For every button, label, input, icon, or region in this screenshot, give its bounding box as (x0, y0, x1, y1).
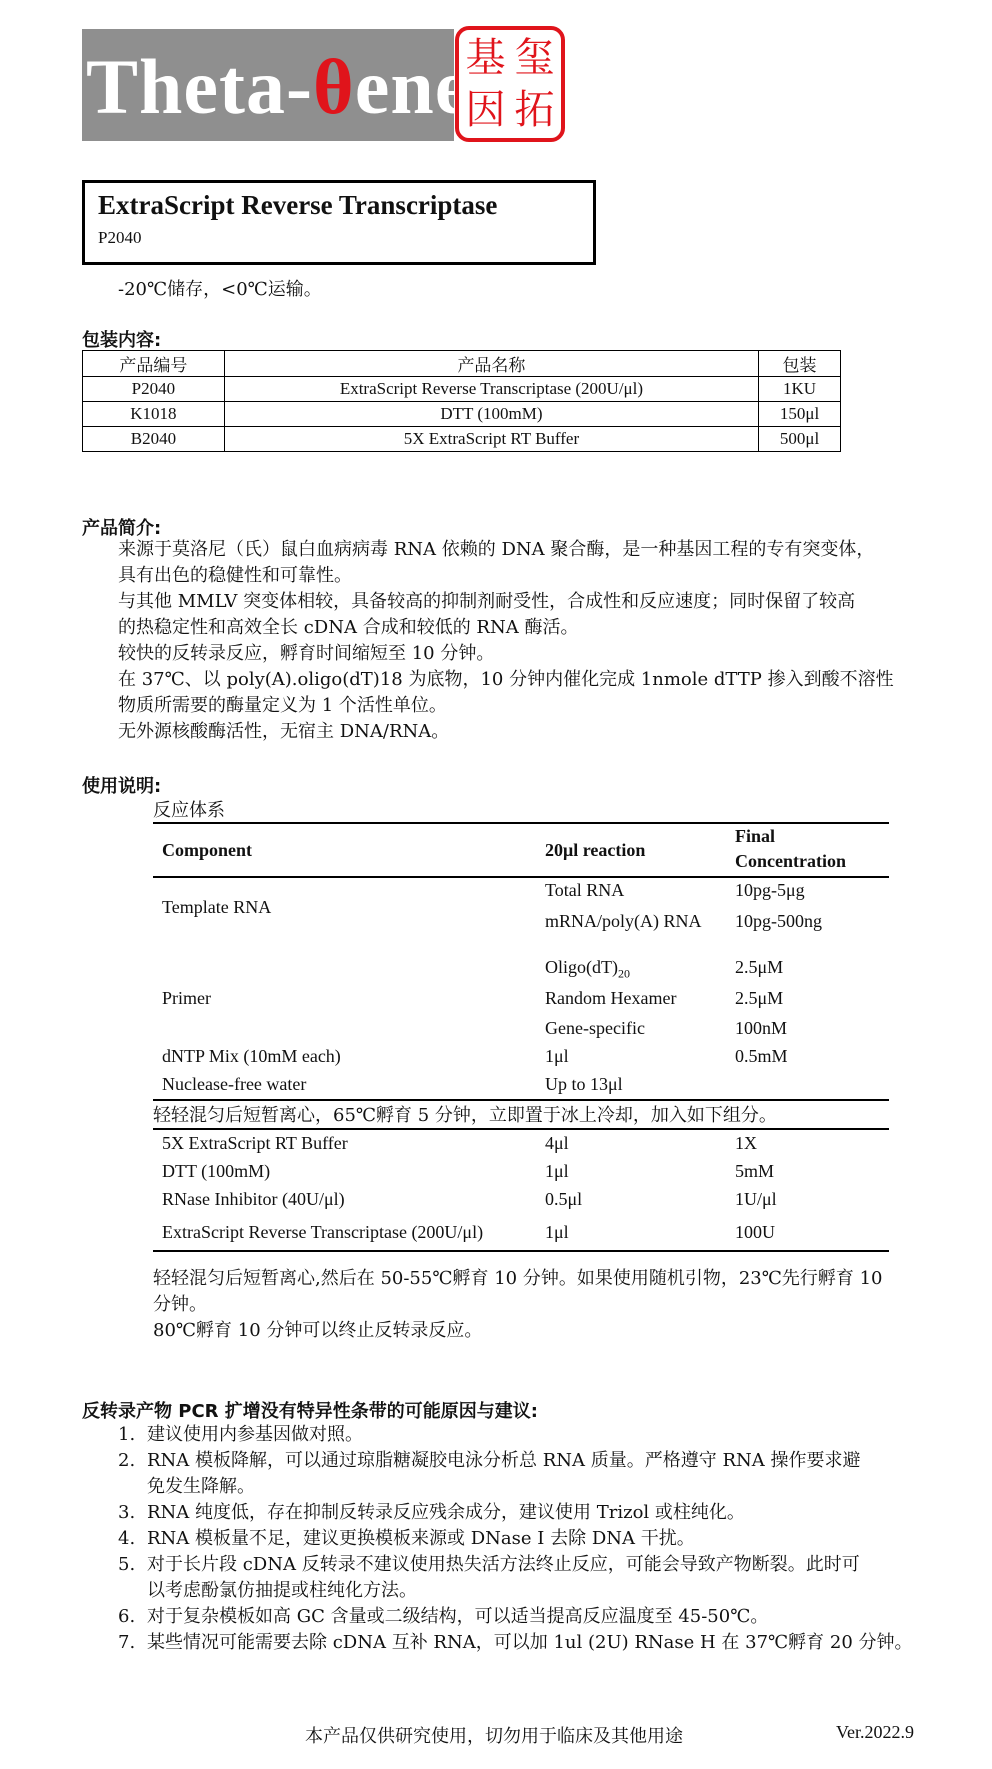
header-rule (153, 876, 889, 878)
table-header-cell: 产品编号 (83, 351, 225, 377)
list-number: 1. (118, 1424, 136, 1445)
intro-line: 来源于莫洛尼（氏）鼠白血病病毒 RNA 依赖的 DNA 聚合酶，是一种基因工程的专有突变体， (118, 539, 875, 560)
table-cell: K1018 (83, 402, 225, 427)
intro-line: 与其他 MMLV 突变体相较，具备较高的抑制剂耐受性，合成性和反应速度；同时保留了较高 (118, 591, 856, 612)
reaction-cell: mRNA/poly(A) RNA (545, 911, 702, 931)
table-cell: ExtraScript Reverse Transcriptase (200U/μl) (224, 377, 758, 402)
storage-note: -20℃储存，<0℃运输。 (118, 279, 322, 300)
list-line: RNA 模板降解，可以通过琼脂糖凝胶电泳分析总 RNA 质量。严格遵守 RNA 操作要求避 (147, 1450, 861, 1471)
usage-after-text (153, 1266, 933, 1344)
list-line: 某些情况可能需要去除 cDNA 互补 RNA，可以加 1ul (2U) RNase H 在 37℃孵育 20 分钟。 (147, 1632, 913, 1653)
seal-char: 玺 (514, 35, 555, 81)
table-bottom-rule (153, 1250, 889, 1252)
list-number: 5. (118, 1554, 136, 1575)
list-line: RNA 纯度低，存在抑制反转录反应残余成分，建议使用 Trizol 或柱纯化。 (147, 1502, 745, 1523)
list-item (80, 1604, 940, 1630)
mix-note: 轻轻混匀后短暂离心，65℃孵育 5 分钟，立即置于冰上冷却，加入如下组分。 (153, 1105, 777, 1126)
footer-disclaimer: 本产品仅供研究使用，切勿用于临床及其他用途 (305, 1726, 683, 1747)
table-header-row (83, 351, 841, 377)
row-label-rnase-inhibitor: RNase Inhibitor (40U/μl) (162, 1189, 345, 1209)
mid-rule (153, 1128, 889, 1130)
table-cell: P2040 (83, 377, 225, 402)
list-item (80, 1630, 940, 1656)
table-row (83, 377, 841, 402)
intro-line: 具有出色的稳健性和可靠性。 (118, 565, 352, 586)
conc-cell: 100nM (735, 1018, 788, 1038)
reaction-cell: Total RNA (545, 880, 625, 900)
col-header-component: Component (162, 840, 253, 860)
product-code: P2040 (98, 228, 142, 247)
row-label-buffer: 5X ExtraScript RT Buffer (162, 1133, 348, 1153)
reaction-cell: 1μl (545, 1161, 569, 1181)
conc-cell: 0.5mM (735, 1046, 788, 1066)
list-item (80, 1526, 940, 1552)
table-cell: DTT (100mM) (224, 402, 758, 427)
list-number: 6. (118, 1606, 136, 1627)
seal-char: 拓 (514, 87, 555, 133)
list-item (80, 1552, 940, 1604)
col-header-final: Final (735, 826, 776, 846)
list-line: 免发生降解。 (147, 1476, 255, 1497)
conc-cell: 10pg-5μg (735, 880, 805, 900)
row-label-template-rna: Template RNA (162, 897, 272, 917)
col-header-reaction: 20μl reaction (545, 840, 646, 860)
logo-theta: θ (312, 43, 355, 130)
logo-prefix: Theta- (86, 43, 313, 130)
oligo-subscript: 20 (617, 966, 630, 981)
intro-heading: 产品简介: (82, 518, 162, 539)
intro-line: 较快的反转录反应，孵育时间缩短至 10 分钟。 (118, 643, 495, 664)
list-line: 以考虑酚氯仿抽提或柱纯化方法。 (147, 1580, 417, 1601)
col-header-concentration: Concentration (735, 851, 846, 871)
conc-cell: 10pg-500ng (735, 911, 822, 931)
product-title: ExtraScript Reverse Transcriptase (98, 190, 498, 220)
conc-cell: 2.5μM (735, 988, 784, 1008)
table-row (83, 427, 841, 452)
reaction-cell: 1μl (545, 1046, 569, 1066)
table-cell: 500μl (759, 427, 841, 452)
table-cell: 150μl (759, 402, 841, 427)
table-cell: 1KU (759, 377, 841, 402)
table-row (83, 402, 841, 427)
intro-line: 在 37℃、以 poly(A).oligo(dT)18 为底物，10 分钟内催化完成 1nmole dTTP 掺入到酸不溶性 (118, 669, 894, 690)
list-number: 3. (118, 1502, 136, 1523)
conc-cell: 2.5μM (735, 957, 784, 977)
table-header-cell: 产品名称 (224, 351, 758, 377)
reaction-cell (545, 957, 630, 982)
seal-char: 因 (465, 87, 506, 133)
list-number: 7. (118, 1632, 136, 1653)
logo-wordmark (86, 42, 470, 132)
list-line: RNA 模板量不足，建议更换模板来源或 DNase I 去除 DNA 干扰。 (147, 1528, 695, 1549)
table-cell: B2040 (83, 427, 225, 452)
reaction-subheading: 反应体系 (153, 800, 225, 821)
version-label: Ver.2022.9 (836, 1722, 914, 1742)
troubleshoot-list (80, 1422, 940, 1656)
reaction-cell: 0.5μl (545, 1189, 583, 1209)
company-seal-logo (455, 26, 565, 142)
logo-suffix: ene (354, 43, 471, 130)
usage-heading: 使用说明: (82, 776, 162, 797)
seal-char: 基 (465, 35, 506, 81)
usage-line: 80℃孵育 10 分钟可以终止反转录反应。 (153, 1320, 483, 1341)
intro-line: 的热稳定性和高效全长 cDNA 合成和较低的 RNA 酶活。 (118, 617, 579, 638)
table-header-cell: 包装 (759, 351, 841, 377)
intro-text (118, 537, 938, 745)
row-label-enzyme: ExtraScript Reverse Transcriptase (200U/μl) (162, 1222, 484, 1242)
list-line: 对于复杂模板如高 GC 含量或二级结构，可以适当提高反应温度至 45-50℃。 (147, 1606, 769, 1627)
reaction-cell: Random Hexamer (545, 988, 677, 1008)
list-line: 建议使用内参基因做对照。 (147, 1424, 363, 1445)
row-label-dntp: dNTP Mix (10mM each) (162, 1046, 341, 1066)
reaction-cell: 1μl (545, 1222, 569, 1242)
reaction-cell: Up to 13μl (545, 1074, 623, 1094)
list-line: 对于长片段 cDNA 反转录不建议使用热失活方法终止反应，可能会导致产物断裂。此时可 (147, 1554, 860, 1575)
row-label-water: Nuclease-free water (162, 1074, 307, 1094)
conc-cell: 1X (735, 1133, 757, 1153)
conc-cell: 1U/μl (735, 1189, 777, 1209)
list-item (80, 1422, 940, 1448)
intro-line: 无外源核酸酶活性，无宿主 DNA/RNA。 (118, 721, 450, 742)
package-heading: 包装内容: (82, 330, 162, 351)
conc-cell: 100U (735, 1222, 775, 1242)
table-cell: 5X ExtraScript RT Buffer (224, 427, 758, 452)
list-item (80, 1500, 940, 1526)
package-table (82, 350, 841, 452)
reaction-cell: 4μl (545, 1133, 569, 1153)
oligo-label: Oligo(dT) (545, 957, 618, 977)
list-number: 2. (118, 1450, 136, 1471)
list-item (80, 1448, 940, 1500)
table-top-rule (153, 822, 889, 824)
intro-line: 物质所需要的酶量定义为 1 个活性单位。 (118, 695, 447, 716)
list-number: 4. (118, 1528, 136, 1549)
reaction-cell: Gene-specific (545, 1018, 645, 1038)
usage-line: 分钟。 (153, 1294, 207, 1315)
conc-cell: 5mM (735, 1161, 775, 1181)
usage-line: 轻轻混匀后短暂离心,然后在 50-55℃孵育 10 分钟。如果使用随机引物，23℃先行孵育 10 (153, 1268, 883, 1289)
row-label-primer: Primer (162, 988, 211, 1008)
troubleshoot-heading: 反转录产物 PCR 扩增没有特异性条带的可能原因与建议: (82, 1401, 538, 1422)
row-label-dtt: DTT (100mM) (162, 1161, 271, 1181)
